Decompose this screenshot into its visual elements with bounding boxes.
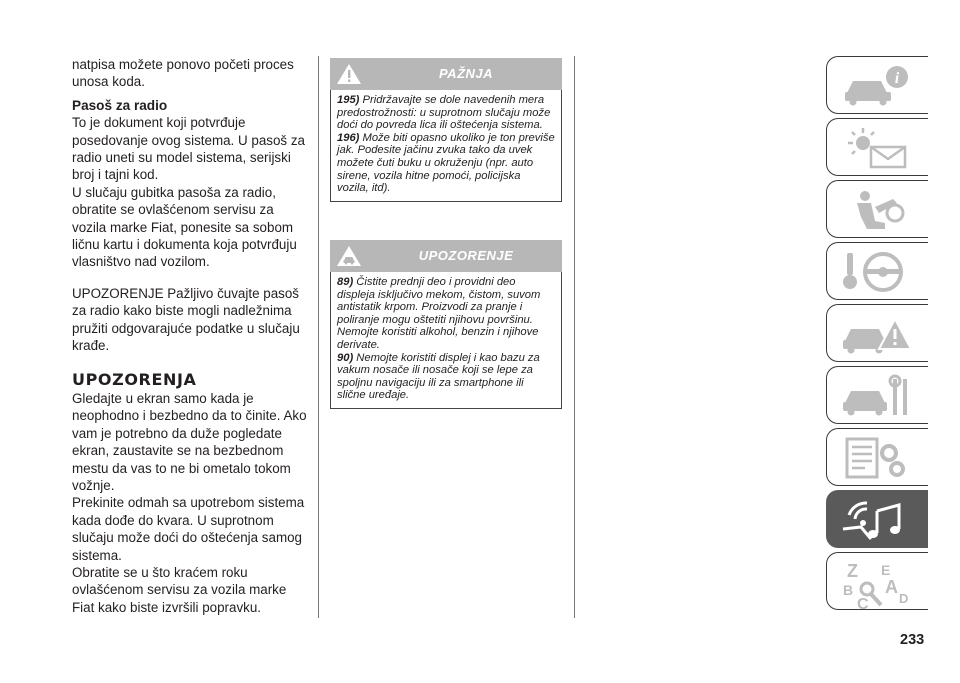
chapter-tab-maintenance[interactable]	[826, 366, 928, 424]
left-text-column	[72, 56, 308, 616]
index-letter: B	[843, 582, 854, 598]
chapter-tab-emergency[interactable]	[826, 304, 928, 362]
note-item	[337, 94, 555, 132]
paragraph: UPOZORENJE Pažljivo čuvajte pasoš za radio kako biste mogli nadležnima pružiti odgovarajuće podatke u slučaju krađe.	[72, 285, 300, 354]
column-divider	[318, 56, 319, 618]
attention-box-body	[330, 90, 562, 202]
chapter-tab-starting-driving[interactable]	[826, 242, 928, 300]
warning-box-header	[330, 240, 562, 272]
note-text: Pridržavajte se dole navedenih mera predostrožnosti: u suprotnom slučaju može doći do povreda lica ili oštećenja sistema.	[337, 94, 551, 132]
note-number: 195)	[337, 94, 360, 106]
attention-box-title: PAŽNJA	[438, 66, 494, 81]
index-letter: E	[881, 562, 891, 578]
car-info-icon	[841, 63, 915, 109]
key-steering-wheel-icon	[841, 249, 915, 295]
chapter-tab-index[interactable]	[826, 552, 928, 610]
note-text: Može biti opasno ukoliko je ton previše jak. Podesite jačinu zvuka tako da uvek možete čuti buku u okruženju (npr. auto sirene, vozila hitne pomoći, policijska vozila, itd).	[337, 131, 555, 195]
seat-airbag-icon	[841, 187, 915, 233]
paragraph: Obratite se u što kraćem roku ovlašćenom servisu za vozila marke Fiat kako biste izvršili popravku.	[72, 564, 287, 615]
note-item	[337, 132, 555, 195]
car-warning-icon	[336, 244, 362, 268]
paragraph: Prekinite odmah sa upotrebom sistema kada dođe do kvara. U suprotnom slučaju može doći do oštećenja samog sistema.	[72, 495, 305, 563]
technical-specs-icon	[841, 435, 915, 481]
note-number: 196)	[337, 131, 360, 144]
index-letters-icon	[841, 559, 915, 611]
warning-box-title: UPOZORENJE	[418, 248, 514, 263]
page-number: 233	[900, 632, 925, 648]
section-heading-radio-passport: Pasoš za radio	[72, 97, 168, 113]
chapter-tab-multimedia[interactable]	[826, 490, 928, 548]
paragraph: Gledajte u ekran samo kada je neophodno i bezbedno da to činite. Ako vam je potrebno da duže pogledate ekran, zaustavite se na bezbednom mestu da vas to ne bi ometalo tokom vožnje.	[72, 390, 307, 493]
paragraph: To je dokument koji potvrđuje posedovanje ovog sistema. U pasoš za radio uneti su model sistema, serijski broj i tajni kod.	[72, 115, 305, 183]
attention-box-header	[330, 58, 562, 90]
column-divider	[574, 56, 575, 618]
car-maintenance-icon	[841, 373, 915, 419]
chapter-tab-car-info[interactable]	[826, 56, 928, 114]
chapter-tab-warning-lights[interactable]	[826, 118, 928, 176]
note-text: Nemojte koristiti displej i kao bazu za vakum nosače ili nosače koji se lepe za spoljnu navigaciju ili za smartphone ili slične uređaje.	[337, 351, 540, 402]
index-letter: A	[885, 577, 898, 597]
index-letter: D	[899, 591, 909, 606]
warning-box-body	[330, 272, 562, 409]
note-number: 89)	[337, 276, 354, 288]
note-text: Čistite prednji deo i providni deo displeja isključivo mekom, čistom, suvom antistatik krpom. Proizvodi za pranje i poliranje mogu oštetiti njihovu površinu. Nemojte koristiti alkohol, benzin i njihove derivate.	[337, 276, 541, 351]
note-item	[337, 276, 555, 352]
car-emergency-icon	[841, 311, 915, 357]
index-letter: Z	[847, 561, 858, 581]
note-item	[337, 352, 555, 402]
note-number: 90)	[337, 351, 354, 364]
section-heading-warnings: UPOZORENJA	[72, 369, 197, 389]
paragraph: natpisa možete ponovo početi proces unosa koda.	[72, 57, 294, 90]
chapter-tab-technical-data[interactable]	[826, 428, 928, 486]
warning-box	[330, 240, 562, 409]
attention-box	[330, 58, 562, 202]
warning-lights-mail-icon	[841, 125, 915, 171]
multimedia-icon	[841, 497, 915, 543]
warning-triangle-icon	[336, 62, 362, 86]
paragraph: U slučaju gubitka pasoša za radio, obratite se ovlašćenom servisu za vozila marke Fiat, ponesite sa sobom ličnu kartu i dokumenta koja potvrđuju vlasništvo nad vozilom.	[72, 184, 297, 270]
index-letter: C	[857, 596, 869, 611]
svg-text:i: i	[894, 70, 900, 87]
chapter-tab-safety[interactable]	[826, 180, 928, 238]
